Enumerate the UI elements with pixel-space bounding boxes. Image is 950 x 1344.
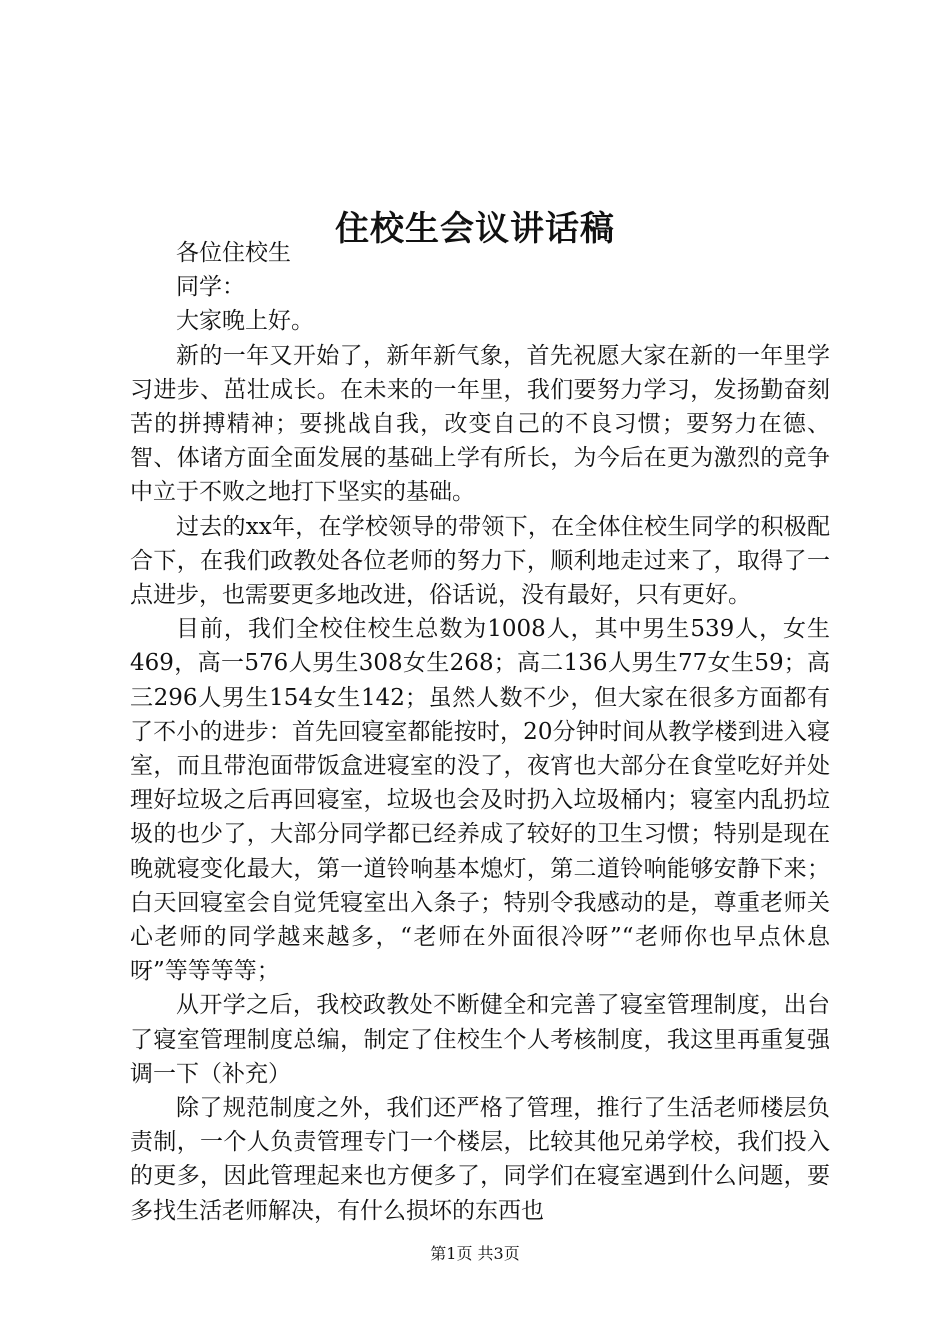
salutation-line-2: 同学： <box>176 274 245 301</box>
document-title: 住校生会议讲话稿 <box>335 208 615 249</box>
greeting: 大家晚上好。 <box>176 308 314 335</box>
paragraph-past-year: 过去的xx年，在学校领导的带领下，在全体住校生同学的积极配合下，在我们政教处各位老师的努力下，顺利地走过来了，取得了一点进步，也需要更多地改进，俗话说，没有最好，只有更好。 <box>130 513 830 609</box>
page-indicator: 第1页 共3页 <box>430 1244 520 1263</box>
salutation-line-1: 各位住校生 <box>176 240 291 266</box>
paragraph-regulations: 从开学之后，我校政教处不断健全和完善了寝室管理制度，出台了寝室管理制度总编，制定了住校生个人考核制度，我这里再重复强调一下（补充） <box>130 992 830 1087</box>
paragraph-new-year: 新的一年又开始了，新年新气象，首先祝愿大家在新的一年里学习进步、茁壮成长。在未来的一年里，我们要努力学习，发扬勤奋刻苦的拼搏精神；要挑战自我，改变自己的不良习惯；要努力在德、智、体诸方面全面发展的基础上学有所长，为今后在更为激烈的竞争中立于不败之地打下坚实的基础。 <box>130 342 830 506</box>
paragraph-statistics: 目前，我们全校住校生总数为1008人，其中男生539人，女生469，高一576人男生308女生268；高二136人男生77女生59；高三296人男生154女生142；虽然人数不少，但大家在很多方面都有了不小的进步：首先回寝室都能按时，20分钟时间从教学楼到进入寝室，而且带泡面带饭盒进寝室的没了，夜宵也大部分在食堂吃好并处理好垃圾之后再回寝室，垃圾也会及时扔入垃圾桶内；寝室内乱扔垃圾的也少了，大部分同学都已经养成了较好的卫生习惯；特别是现在晚就寝变化最大，第一道铃响基本熄灯，第二道铃响能够安静下来；白天回寝室会自觉凭寝室出入条子；特别令我感动的是，尊重老师关心老师的同学越来越多，“老师在外面很冷呀”“老师你也早点休息呀”等等等等； <box>130 616 830 985</box>
document-body <box>130 236 830 1228</box>
paragraph-management: 除了规范制度之外，我们还严格了管理，推行了生活老师楼层负责制，一个人负责管理专门一个楼层，比较其他兄弟学校，我们投入的更多，因此管理起来也方便多了，同学们在寝室遇到什么问题，要多找生活老师解决，有什么损坏的东西也 <box>130 1095 830 1224</box>
